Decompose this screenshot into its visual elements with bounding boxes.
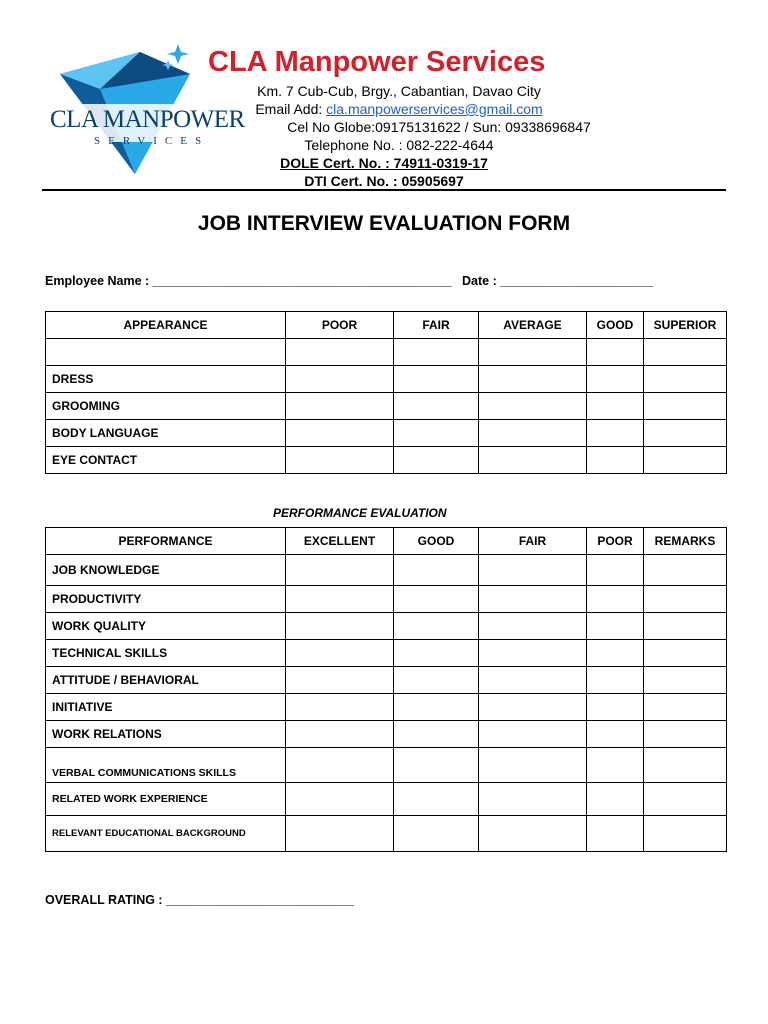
- company-telephone: Telephone No. : 082-222-4644: [304, 137, 494, 153]
- row-label: BODY LANGUAGE: [46, 420, 286, 447]
- rating-cell[interactable]: [587, 393, 644, 420]
- rating-cell[interactable]: [286, 339, 394, 366]
- rating-cell[interactable]: [587, 366, 644, 393]
- rating-cell[interactable]: [587, 613, 644, 640]
- rating-cell[interactable]: [286, 613, 394, 640]
- header-divider: [42, 189, 726, 191]
- rating-cell[interactable]: [394, 667, 479, 694]
- rating-cell[interactable]: [286, 393, 394, 420]
- remarks-cell[interactable]: [644, 694, 727, 721]
- appearance-table: [45, 311, 727, 474]
- table-row: [46, 816, 727, 852]
- rating-cell[interactable]: [479, 694, 587, 721]
- rating-cell[interactable]: [394, 586, 479, 613]
- rating-cell[interactable]: [286, 694, 394, 721]
- rating-cell[interactable]: [479, 366, 587, 393]
- rating-cell[interactable]: [644, 393, 727, 420]
- rating-cell[interactable]: [286, 667, 394, 694]
- row-label: TECHNICAL SKILLS: [46, 640, 286, 667]
- table-row: [46, 640, 727, 667]
- rating-cell[interactable]: [479, 783, 587, 816]
- rating-cell[interactable]: [394, 366, 479, 393]
- performance-table: [45, 527, 727, 852]
- performance-header: PERFORMANCE: [46, 528, 286, 555]
- remarks-cell[interactable]: [644, 667, 727, 694]
- remarks-header: REMARKS: [644, 528, 727, 555]
- table-row: [46, 447, 727, 474]
- rating-cell[interactable]: [479, 721, 587, 748]
- rating-cell[interactable]: [479, 640, 587, 667]
- row-label: JOB KNOWLEDGE: [46, 555, 286, 586]
- email-label: Email Add:: [255, 101, 327, 117]
- rating-cell[interactable]: [587, 339, 644, 366]
- dti-cert: DTI Cert. No. : 05905697: [304, 173, 464, 189]
- remarks-cell[interactable]: [644, 586, 727, 613]
- date-field[interactable]: Date : ______________________: [462, 274, 654, 288]
- rating-cell[interactable]: [394, 339, 479, 366]
- row-label: EYE CONTACT: [46, 447, 286, 474]
- rating-cell[interactable]: [394, 393, 479, 420]
- rating-cell[interactable]: [644, 366, 727, 393]
- overall-rating-field[interactable]: OVERALL RATING : ___________________________: [45, 893, 354, 907]
- remarks-cell[interactable]: [644, 555, 727, 586]
- row-label: RELEVANT EDUCATIONAL BACKGROUND: [46, 816, 286, 852]
- rating-cell[interactable]: [479, 420, 587, 447]
- rating-cell[interactable]: [394, 420, 479, 447]
- row-label: PRODUCTIVITY: [46, 586, 286, 613]
- rating-cell[interactable]: [587, 694, 644, 721]
- employee-name-field[interactable]: Employee Name : ___________________________________________: [45, 274, 452, 288]
- rating-cell[interactable]: [286, 555, 394, 586]
- rating-cell[interactable]: [286, 366, 394, 393]
- rating-cell[interactable]: [479, 447, 587, 474]
- rating-cell[interactable]: [587, 816, 644, 852]
- remarks-cell[interactable]: [644, 721, 727, 748]
- poor-header: POOR: [286, 312, 394, 339]
- rating-cell[interactable]: [286, 816, 394, 852]
- company-name: CLA Manpower Services: [208, 46, 546, 78]
- table-row: [46, 586, 727, 613]
- rating-cell[interactable]: [587, 420, 644, 447]
- rating-cell[interactable]: [479, 555, 587, 586]
- table-row: [46, 783, 727, 816]
- rating-cell[interactable]: [587, 748, 644, 783]
- form-title: JOB INTERVIEW EVALUATION FORM: [197, 212, 571, 235]
- fair-header: FAIR: [394, 312, 479, 339]
- rating-cell[interactable]: [479, 586, 587, 613]
- rating-cell[interactable]: [286, 447, 394, 474]
- rating-cell[interactable]: [286, 748, 394, 783]
- table-row: [46, 613, 727, 640]
- row-label: GROOMING: [46, 393, 286, 420]
- table-row: [46, 366, 727, 393]
- performance-caption: PERFORMANCE EVALUATION: [273, 506, 447, 520]
- row-label: RELATED WORK EXPERIENCE: [46, 783, 286, 816]
- appearance-header: APPEARANCE: [46, 312, 286, 339]
- rating-cell[interactable]: [394, 694, 479, 721]
- good-header: GOOD: [587, 312, 644, 339]
- rating-cell[interactable]: [286, 721, 394, 748]
- rating-cell[interactable]: [587, 586, 644, 613]
- rating-cell[interactable]: [479, 667, 587, 694]
- rating-cell[interactable]: [286, 783, 394, 816]
- rating-cell[interactable]: [587, 555, 644, 586]
- company-email-line: [15, 100, 768, 118]
- rating-cell[interactable]: [587, 640, 644, 667]
- row-label: DRESS: [46, 366, 286, 393]
- remarks-cell[interactable]: [644, 613, 727, 640]
- rating-cell[interactable]: [394, 816, 479, 852]
- company-address: Km. 7 Cub-Cub, Brgy., Cabantian, Davao City: [257, 83, 541, 99]
- row-label: WORK RELATIONS: [46, 721, 286, 748]
- appearance-header-row: [46, 312, 727, 339]
- table-row: [46, 694, 727, 721]
- remarks-cell[interactable]: [644, 816, 727, 852]
- table-row: [46, 393, 727, 420]
- rating-cell[interactable]: [394, 555, 479, 586]
- rating-cell[interactable]: [479, 339, 587, 366]
- poor-header: POOR: [587, 528, 644, 555]
- table-row: [46, 667, 727, 694]
- logo-subtext: SERVICES: [94, 135, 210, 147]
- email-link[interactable]: cla.manpowerservices@gmail.com: [326, 101, 543, 117]
- rating-cell[interactable]: [479, 816, 587, 852]
- rating-cell[interactable]: [479, 613, 587, 640]
- rating-cell[interactable]: [394, 748, 479, 783]
- good-header: GOOD: [394, 528, 479, 555]
- rating-cell[interactable]: [587, 783, 644, 816]
- rating-cell[interactable]: [587, 721, 644, 748]
- row-label: VERBAL COMMUNICATIONS SKILLS: [46, 748, 286, 783]
- rating-cell[interactable]: [394, 640, 479, 667]
- average-header: AVERAGE: [479, 312, 587, 339]
- rating-cell[interactable]: [644, 420, 727, 447]
- excellent-header: EXCELLENT: [286, 528, 394, 555]
- company-cel: Cel No Globe:09175131622 / Sun: 09338696847: [287, 119, 591, 135]
- rating-cell[interactable]: [479, 748, 587, 783]
- rating-cell[interactable]: [587, 447, 644, 474]
- rating-cell[interactable]: [479, 393, 587, 420]
- performance-header-row: [46, 528, 727, 555]
- rating-cell[interactable]: [394, 613, 479, 640]
- rating-cell[interactable]: [644, 339, 727, 366]
- row-label: INITIATIVE: [46, 694, 286, 721]
- rating-cell[interactable]: [394, 447, 479, 474]
- rating-cell[interactable]: [286, 420, 394, 447]
- rating-cell[interactable]: [286, 640, 394, 667]
- remarks-cell[interactable]: [644, 748, 727, 783]
- table-row: [46, 339, 727, 366]
- rating-cell[interactable]: [587, 667, 644, 694]
- logo-text: CLA MANPOWER: [50, 106, 245, 133]
- rating-cell[interactable]: [286, 586, 394, 613]
- superior-header: SUPERIOR: [644, 312, 727, 339]
- dole-cert: DOLE Cert. No. : 74911-0319-17: [280, 155, 488, 171]
- row-label: ATTITUDE / BEHAVIORAL: [46, 667, 286, 694]
- rating-cell[interactable]: [394, 783, 479, 816]
- rating-cell[interactable]: [644, 447, 727, 474]
- row-label: [46, 339, 286, 366]
- table-row: [46, 555, 727, 586]
- remarks-cell[interactable]: [644, 783, 727, 816]
- row-label: WORK QUALITY: [46, 613, 286, 640]
- table-row: [46, 721, 727, 748]
- remarks-cell[interactable]: [644, 640, 727, 667]
- rating-cell[interactable]: [394, 721, 479, 748]
- table-row: [46, 420, 727, 447]
- table-row: [46, 748, 727, 783]
- fair-header: FAIR: [479, 528, 587, 555]
